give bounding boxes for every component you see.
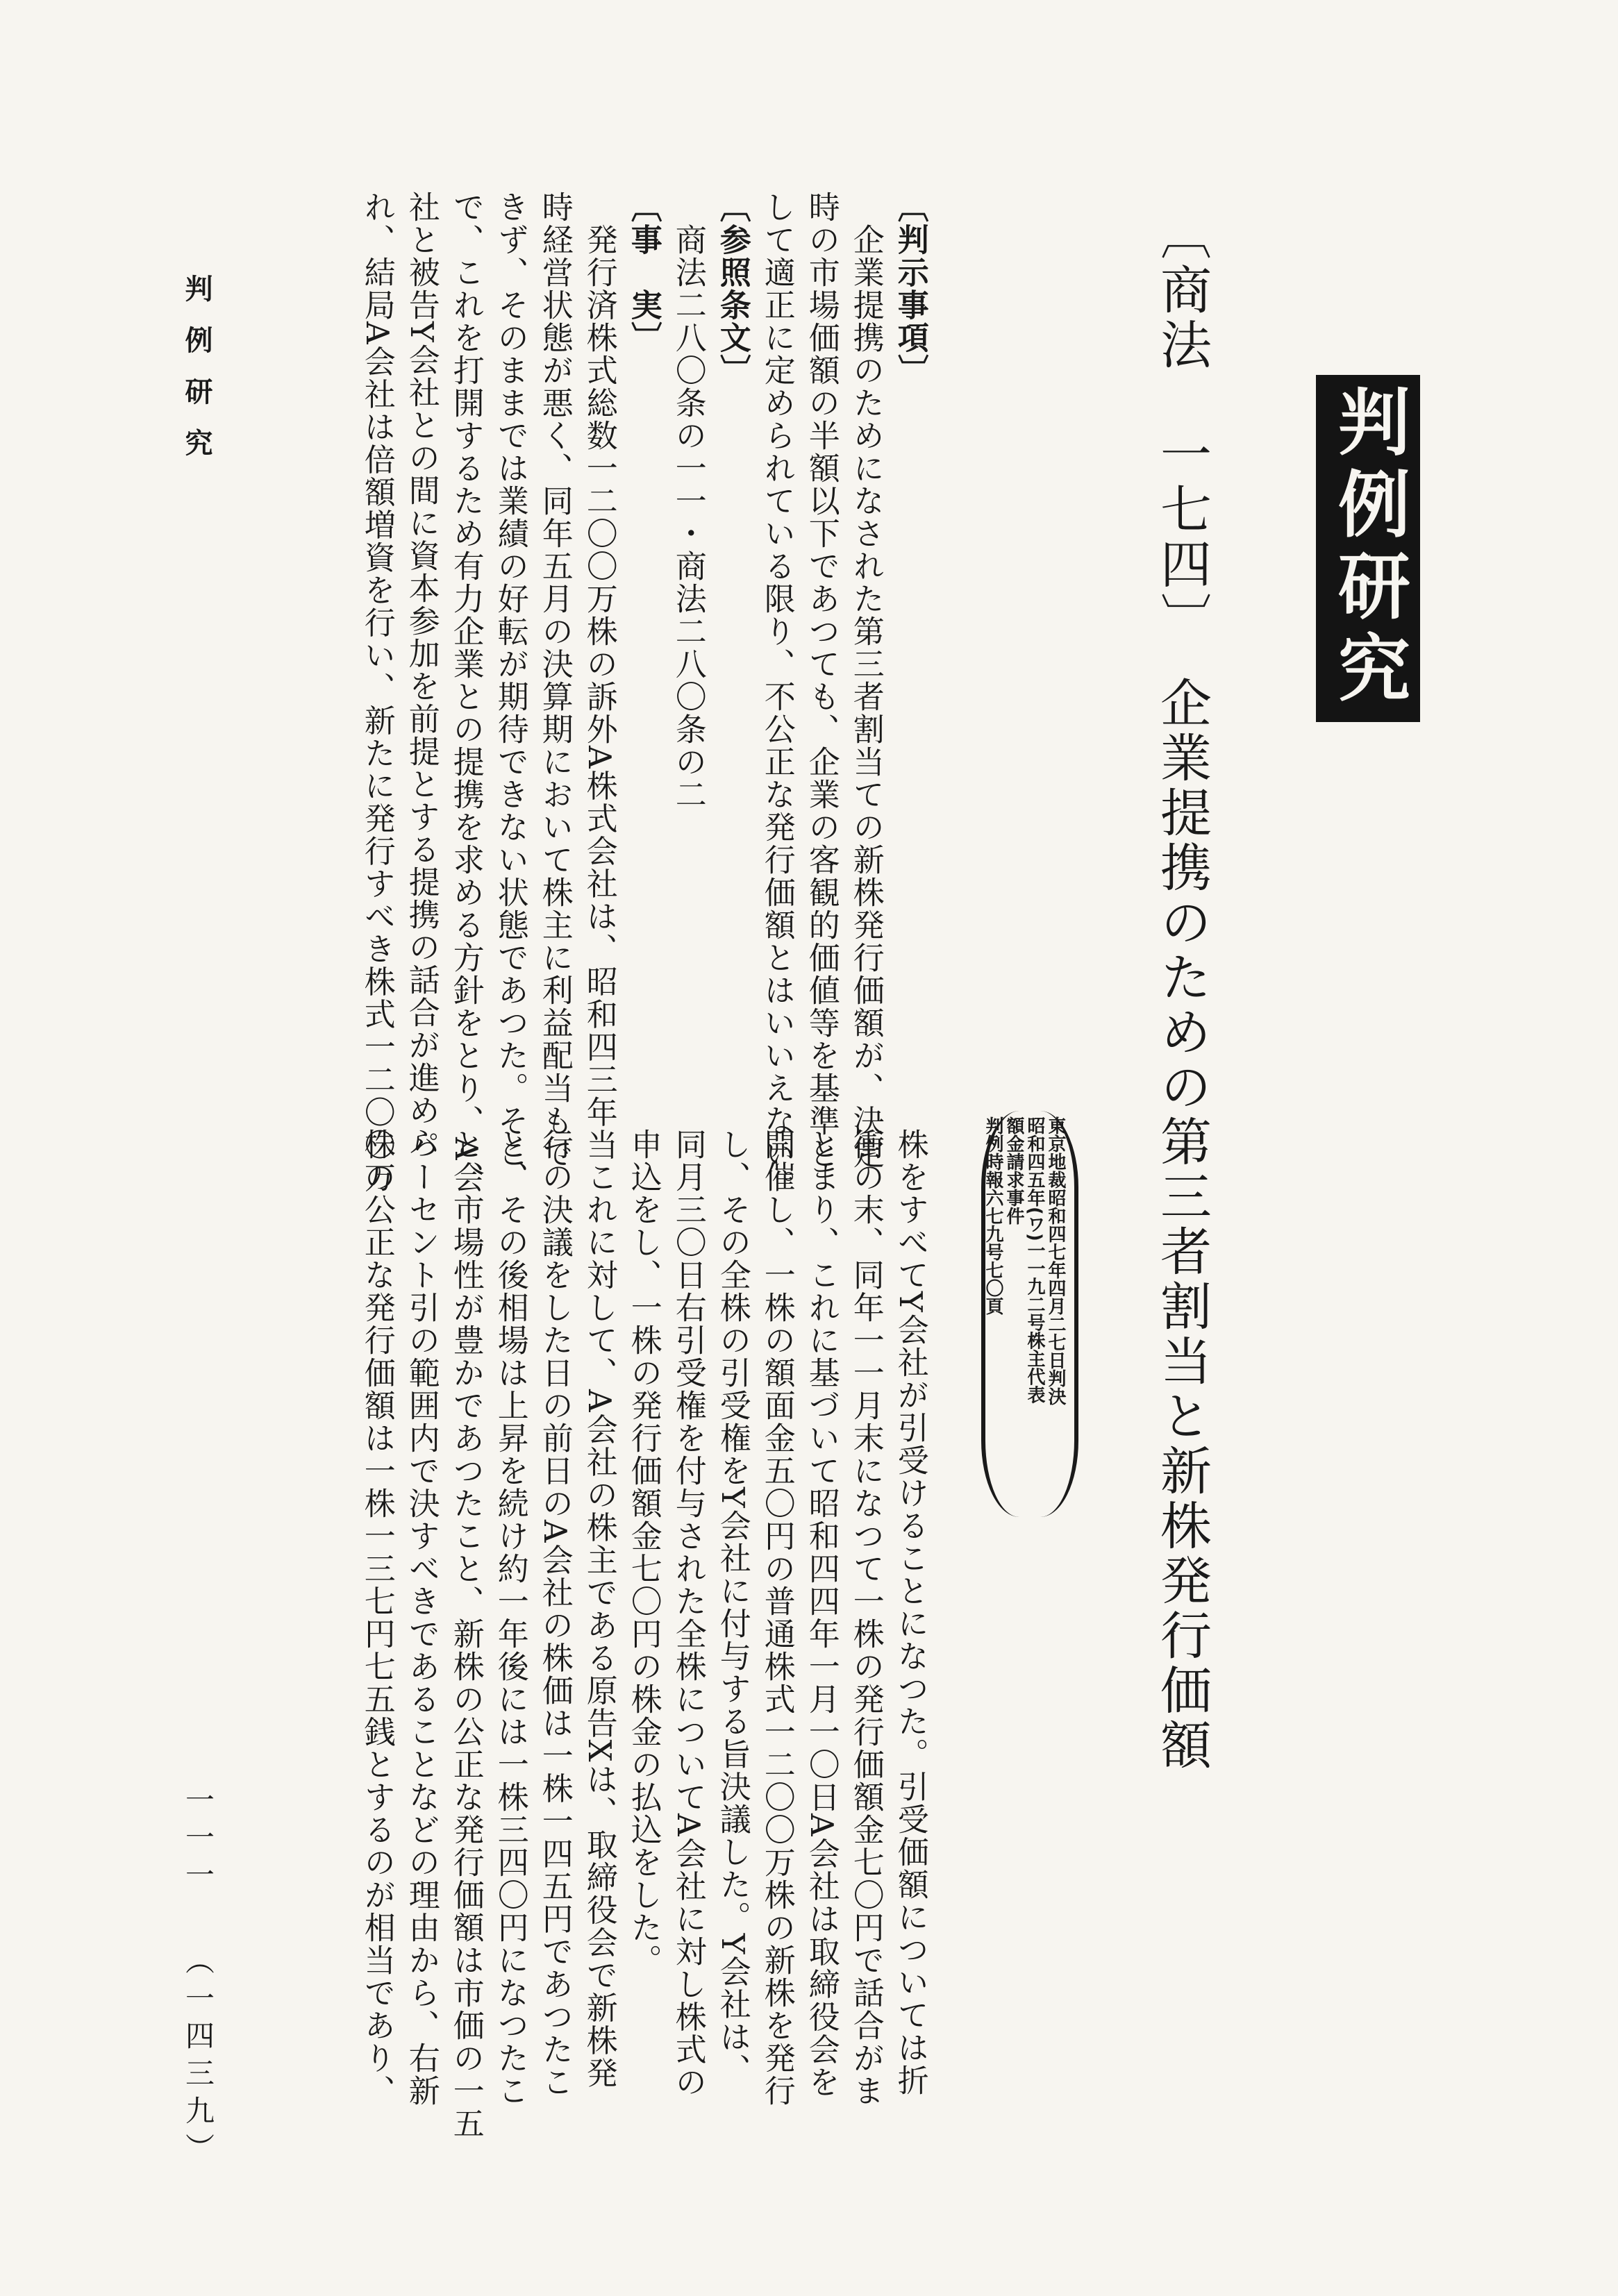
text-column: きず、そのままでは業績の好転が期待できない状態であつた。そこ (492, 191, 529, 1170)
text-column: 時経営状態が悪く、同年五月の決算期において株主に利益配当もで (536, 191, 574, 1170)
page-number (177, 1784, 219, 2170)
text-column: 開催し、一株の額面金五〇円の普通株式一二〇〇万株の新株を発行 (758, 1128, 796, 2107)
text-column: 時の市場価額の半額以下であつても、企業の客観的価値等を基準と (803, 191, 840, 1170)
text-column: 申込をし、一株の発行価額金七〇円の株金の払込をした。 (625, 1128, 662, 1977)
running-head: 判例研究 (181, 274, 212, 480)
case-citation (981, 1111, 1078, 1517)
text-column: して適正に定められている限り、不公正な発行価額とはいいえない。 (758, 191, 796, 1203)
text-column: パーセント引の範囲内で決すべきであることなどの理由から、右新 (403, 1128, 440, 2107)
section-heading: 〔参照条文〕 (714, 191, 751, 387)
text-column: と、その後相場は上昇を続け約一年後には一株三四〇円になつたこ (492, 1128, 529, 2107)
article-title: 〔商法 一七四〕 企業提携のための第三者割当と新株発行価額 (1152, 208, 1212, 1773)
text-column: とまり、これに基づいて昭和四四年一月一〇日A会社は取締役会を (803, 1128, 840, 2099)
text-column: 企業提携のためになされた第三者割当ての新株発行価額が、決定 (847, 191, 885, 1170)
text-column: 行の決議をした日の前日のA会社の株価は一株一四五円であつたこ (536, 1128, 574, 2099)
citation-line: 昭和四五年(ワ)一一九二号株主代表 (1024, 1116, 1045, 1404)
text-column: で、これを打開するため有力企業との提携を求める方針をとり、A会 (447, 191, 485, 1194)
citation-line: 東京地裁昭和四七年四月二七日判決 (1045, 1116, 1066, 1405)
text-column: し、その全株の引受権をY会社に付与する旨決議した。Y会社は、 (714, 1128, 751, 2086)
text-column: 商法二八〇条の一一・商法二八〇条の二 (669, 191, 707, 811)
page-number-total: （一四三九） (181, 1945, 215, 2170)
text-column: 社と被告Y会社との間に資本参加を前提とする提携の話合が進めら (403, 191, 440, 1159)
text-column: と、市場性が豊かであつたこと、新株の公正な発行価額は市価の一五 (447, 1128, 485, 2140)
section-heading: 〔事 実〕 (625, 191, 662, 354)
text-column: 同月三〇日右引受権を付与された全株についてA会社に対し株式の (669, 1128, 707, 2099)
text-column: 衝の末、同年一一月末になつて一株の発行価額金七〇円で話合がま (847, 1128, 885, 2107)
text-column: 株の公正な発行価額は一株一三七円七五銭とするのが相当であり、 (358, 1128, 396, 2107)
text-column: 発行済株式総数一二〇〇万株の訴外A株式会社は、昭和四三年当 (581, 191, 618, 1162)
text-column: 株をすべてY会社が引受けることになつた。引受価額については折 (892, 1128, 929, 2097)
citation-line: 判例時報六七九号七〇頁 (983, 1116, 1003, 1315)
text-column: れ、結局A会社は倍額増資を行い、新たに発行すべき株式一二〇〇万 (358, 191, 396, 1194)
section-badge: 判例研究 (1316, 375, 1420, 722)
section-heading: 〔判示事項〕 (892, 191, 929, 387)
citation-line: 額金請求事件 (1003, 1116, 1024, 1225)
text-column: これに対して、A会社の株主である原告Xは、取締役会で新株発 (581, 1128, 618, 2090)
page-number-kanji: 一一一 (181, 1784, 215, 1897)
